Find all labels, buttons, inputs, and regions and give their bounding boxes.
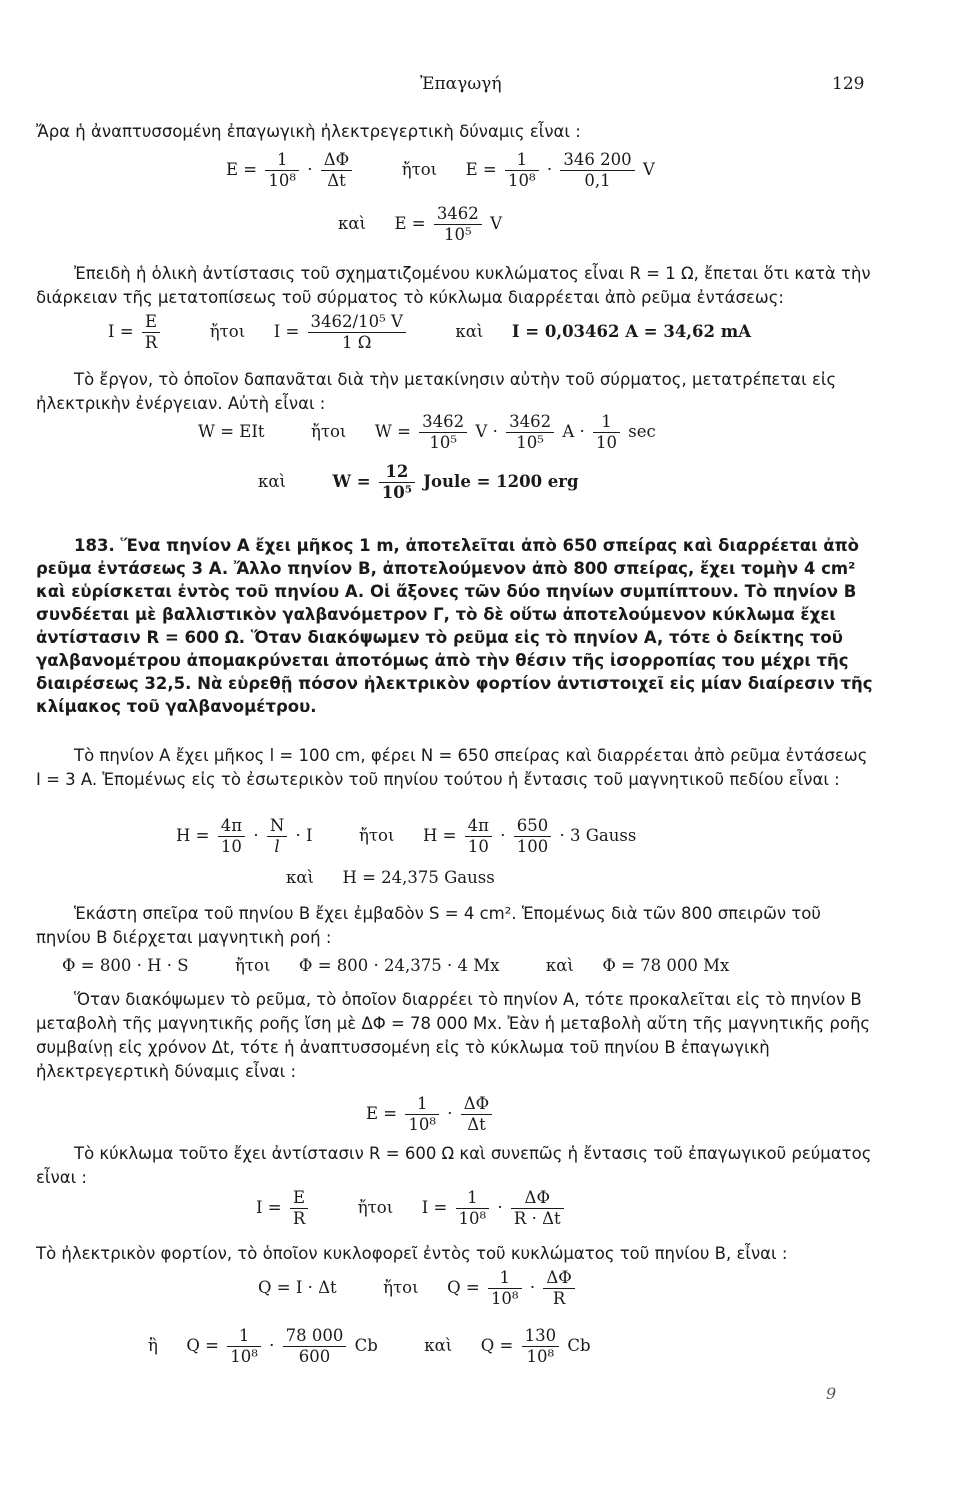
signature-mark: 9: [826, 1384, 837, 1403]
circuit-resistance-paragraph: Τὸ κύκλωμα τοῦτο ἔχει ἀντίστασιν R = 600 Ω καὶ συνεπῶς ἡ ἔντασις τοῦ ἐπαγωγικοῦ ρεύματος εἶναι :: [36, 1144, 872, 1187]
work-paragraph: Τὸ ἔργον, τὸ ὁποῖον δαπανᾶται διὰ τὴν μετακίνησιν αὐτὴν τοῦ σύρματος, μετατρέπεται εἰς ἠλεκτρικὴν ἐνέργειαν. Αὐτὴ εἶναι :: [36, 370, 837, 413]
fraction: $\frac{130}{\text{10⁸}}$: [522, 1326, 560, 1367]
fraction: $\frac{\text{3462/10⁵ V}}{1 \Omega}$: [308, 312, 406, 353]
eq-connector-word: ἤτοι: [209, 322, 246, 341]
fraction: $\frac{E}{R}$: [142, 312, 160, 353]
work-equation: W = EIt ἤτοι W = $\frac{3462}{\text{10⁵}}$ V · $\frac{3462}{\text{10⁵}}$ A · $\frac{1}{10}$ sec: [198, 412, 656, 452]
eq-lhs: E =: [226, 160, 258, 179]
induced-emf-equation: E = $\frac{1}{\text{10⁸}}$ · $\frac{\Delta\Phi}{\Delta t}$: [366, 1094, 495, 1135]
intro-paragraph: Ἄρα ἡ ἀναπτυσσομένη ἐπαγωγικὴ ἠλεκτρεγερτικὴ δύναμις εἶναι :: [36, 122, 581, 141]
fraction: $\frac{1}{\text{10⁸}}$: [227, 1326, 261, 1367]
page-header: [0, 74, 960, 104]
resistance-paragraph: Ἐπειδὴ ἡ ὁλικὴ ἀντίστασις τοῦ σχηματιζομένου κυκλώματος εἶναι R = 1 Ω, ἔπεται ὅτι κατὰ τὴν διάρκειαν τῆς μετατοπίσεως τοῦ σύρματος τὸ κύκλωμα διαρρέεται ἀπὸ ρεῦμα ἐντάσεως:: [36, 264, 871, 307]
fraction: $\frac{3462}{\text{10⁵}}$: [419, 412, 467, 453]
field-result-equation: καὶ H = 24,375 Gauss: [286, 868, 495, 887]
charge-result-equation: ἢ Q = $\frac{1}{\text{10⁸}}$ · $\frac{78 000}{600}$ Cb καὶ Q = $\frac{130}{\text{10⁸}}$ Cb: [148, 1326, 591, 1366]
fraction: $\frac{12}{\text{10⁵}}$: [379, 462, 415, 503]
emf-equation: E = $\frac{1}{\text{10⁸}}$ · $\frac{\Delta\Phi}{\Delta t}$ ἤτοι E = $\frac{1}{\text{10⁸}}$ · $\frac{346 200}{0,1}$ V: [226, 150, 655, 190]
field-equation: H = $\frac{4\pi}{10}$ · $\frac{N}{l}$ · I ἤτοι H = $\frac{4\pi}{10}$ · $\frac{650}{100}$ · 3 Gauss: [176, 816, 637, 856]
fraction: $\frac{\Delta\Phi}{\Delta t}$: [321, 150, 352, 191]
fraction: $\frac{1}{\text{10⁸}}$: [488, 1268, 522, 1309]
eq-connector-word: ἤτοι: [357, 1198, 394, 1217]
induced-current-equation: I = $\frac{E}{R}$ ἤτοι I = $\frac{1}{\text{10⁸}}$ · $\frac{\Delta\Phi}{R \cdot \Delta t}$: [256, 1188, 567, 1229]
charge-paragraph: Τὸ ἠλεκτρικὸν φορτίον, τὸ ὁποῖον κυκλοφορεῖ ἐντὸς τοῦ κυκλώματος τοῦ πηνίου B, εἶναι :: [36, 1244, 788, 1263]
eq-connector-word: καὶ: [338, 214, 366, 233]
eq-connector-word: καὶ: [545, 956, 574, 975]
fraction: $\frac{3462}{\text{10⁵}}$: [434, 204, 482, 245]
eq-connector-word: ἤτοι: [310, 422, 347, 441]
fraction: $\frac{4\pi}{10}$: [465, 816, 492, 857]
fraction: $\frac{\Delta\Phi}{\Delta t}$: [461, 1094, 492, 1135]
eq-connector-word: καὶ: [455, 322, 484, 341]
fraction: $\frac{1}{\text{10⁸}}$: [405, 1094, 439, 1135]
fraction: $\frac{\Delta\Phi}{R}$: [543, 1268, 574, 1309]
fraction: $\frac{650}{100}$: [514, 816, 552, 857]
fraction: $\frac{1}{\text{10⁸}}$: [265, 150, 299, 191]
fraction: $\frac{78 000}{600}$: [283, 1326, 347, 1367]
eq-connector-word: καὶ: [424, 1336, 453, 1355]
current-equation: I = $\frac{E}{R}$ ἤτοι I = $\frac{\text{3462/10⁵ V}}{1 \Omega}$ καὶ I = 0,03462 A = 34,62 mA: [108, 312, 752, 352]
coil-a-paragraph: Τὸ πηνίον A ἔχει μῆκος l = 100 cm, φέρει N = 650 σπείρας καὶ διαρρέεται ἀπὸ ρεῦμα ἐντάσεως I = 3 A. Ἑπομένως εἰς τὸ ἐσωτερικὸν τοῦ πηνίου τούτου ἡ ἔντασις τοῦ μαγνητικοῦ πεδίου εἶναι :: [36, 746, 868, 789]
eq-connector-word: ἤτοι: [359, 826, 395, 845]
eq-connector-word: ἤτοι: [235, 956, 271, 975]
fraction: $\frac{E}{R}$: [290, 1188, 308, 1229]
eq-connector-word: ἤτοι: [401, 160, 438, 179]
page-number: 129: [832, 74, 865, 94]
fraction: $\frac{1}{\text{10⁸}}$: [456, 1188, 490, 1229]
eq-connector-word: ἤτοι: [383, 1278, 419, 1297]
fraction: $\frac{3462}{\text{10⁵}}$: [506, 412, 554, 453]
current-result: I = 0,03462 A = 34,62 mA: [511, 322, 752, 341]
fraction: $\frac{1}{\text{10⁸}}$: [505, 150, 539, 191]
running-title: Ἐπαγωγή: [420, 74, 502, 94]
eq-connector-word: καὶ: [286, 868, 314, 887]
fraction: $\frac{4\pi}{10}$: [218, 816, 245, 857]
fraction: $\frac{\Delta\Phi}{R \cdot \Delta t}$: [511, 1188, 564, 1229]
eq-connector-word: καὶ: [258, 472, 286, 491]
work-result-equation: καὶ W = $\frac{12}{\text{10⁵}}$ Joule = 1200 erg: [258, 462, 579, 502]
problem-183-statement: 183. Ἕνα πηνίον A ἔχει μῆκος 1 m, ἀποτελεῖται ἀπὸ 650 σπείρας καὶ διαρρέεται ἀπὸ ρεῦμα ἐντάσεως 3 A. Ἄλλο πηνίον B, ἀποτελούμενον ἀπὸ 800 σπείρας, ἔχει τομὴν 4 cm² καὶ εὑρίσκεται ἐντὸς τοῦ πηνίου A. Οἱ ἄξονες τῶν δύο πηνίων συμπίπτουν. Τὸ πηνίον B συνδέεται μὲ βαλλιστικὸν γαλβανόμετρον Γ, τὸ δὲ οὕτω ἀποτελούμενον κύκλωμα ἔχει ἀντίστασιν R = 600 Ω. Ὅταν διακόψωμεν τὸ ρεῦμα εἰς τὸ πηνίον A, τότε ὁ δείκτης τοῦ γαλβανομέτρου ἀπομακρύνεται ἀποτόμως ἀπὸ τὴν θέσιν τῆς ἰσορροπίας του μέχρι τῆς διαιρέσεως 32,5. Νὰ εὑρεθῇ πόσον ἠλεκτρικὸν φορτίον ἀντιστοιχεῖ εἰς μίαν διαίρεσιν τῆς κλίμακος τοῦ γαλβανομέτρου.: [36, 536, 873, 716]
emf-result-equation: καὶ E = $\frac{3462}{\text{10⁵}}$ V: [338, 204, 502, 244]
coil-b-paragraph: Ἑκάστη σπεῖρα τοῦ πηνίου B ἔχει ἐμβαδὸν S = 4 cm². Ἑπομένως διὰ τῶν 800 σπειρῶν τοῦ πηνίου B διέρχεται μαγνητικὴ ροή :: [36, 904, 821, 947]
flux-equation: Φ = 800 · H · S ἤτοι Φ = 800 · 24,375 · 4 Mx καὶ Φ = 78 000 Mx: [62, 956, 730, 975]
eq-connector-word: ἢ: [148, 1336, 158, 1355]
fraction: $\frac{1}{10}$: [593, 412, 620, 453]
fraction: $\frac{346 200}{0,1}$: [560, 150, 634, 191]
charge-equation: Q = I · Δt ἤτοι Q = $\frac{1}{\text{10⁸}}$ · $\frac{\Delta\Phi}{R}$: [258, 1268, 578, 1309]
fraction: $\frac{N}{l}$: [267, 816, 287, 857]
flux-change-paragraph: Ὅταν διακόψωμεν τὸ ρεῦμα, τὸ ὁποῖον διαρρέει τὸ πηνίον A, τότε προκαλεῖται εἰς τὸ πηνίον B μεταβολὴ τῆς μαγνητικῆς ροῆς ἴση μὲ ΔΦ = 78 000 Mx. Ἐὰν ἡ μεταβολὴ αὕτη τῆς μαγνητικῆς ροῆς συμβαίνῃ εἰς χρόνον Δt, τότε ἡ ἀναπτυσσομένη εἰς τὸ κύκλωμα τοῦ πηνίου B ἐπαγωγικὴ ἠλεκτρεγερτικὴ δύναμις εἶναι :: [36, 990, 871, 1081]
